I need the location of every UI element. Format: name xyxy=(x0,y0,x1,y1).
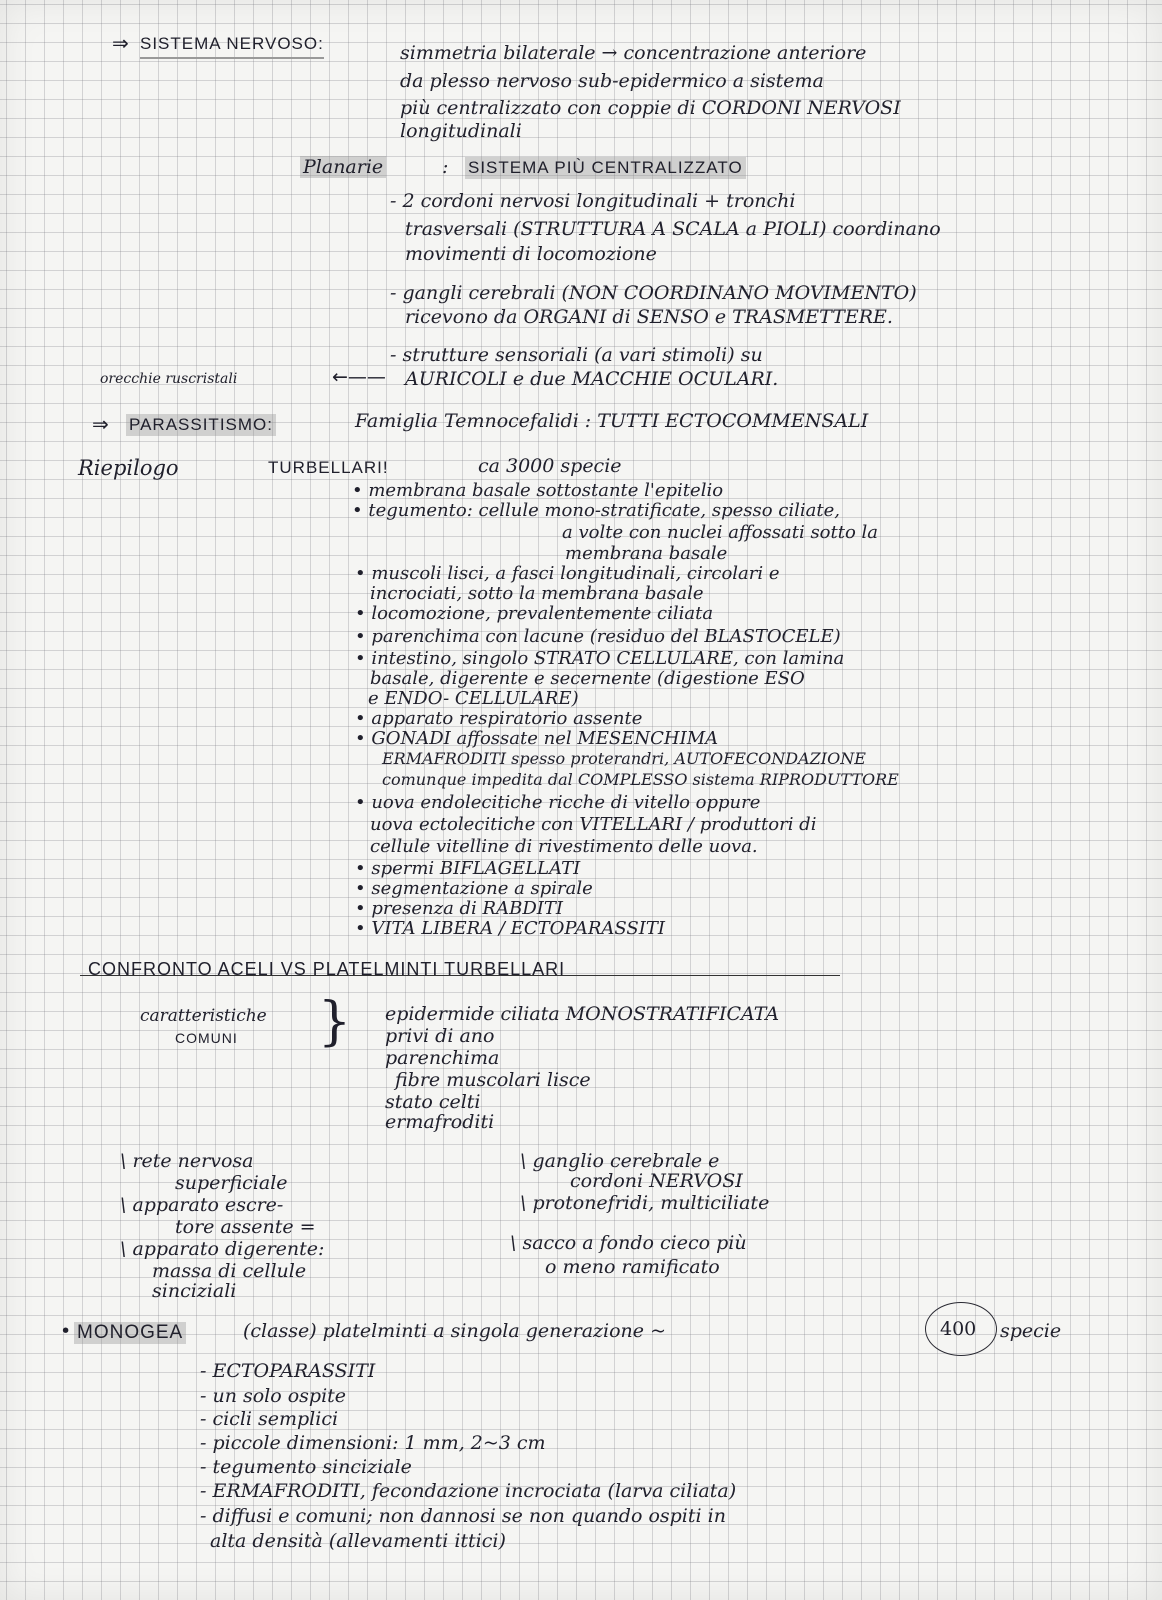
text-line: e ENDO- CELLULARE) xyxy=(368,688,579,709)
left-item: superficiale xyxy=(175,1172,288,1194)
text-line: • VITA LIBERA / ECTOPARASSITI xyxy=(355,918,665,939)
section-title-sistema-nervoso: SISTEMA NERVOSO: xyxy=(140,33,324,59)
text-line: • intestino, singolo STRATO CELLULARE, con lamina xyxy=(355,648,845,669)
text-line: • tegumento: cellule mono-stratificate, spesso ciliate, xyxy=(352,500,840,521)
common-item: ermafroditi xyxy=(385,1111,495,1133)
text-line: membrana basale xyxy=(565,543,728,564)
left-item: tore assente = xyxy=(175,1216,316,1238)
planarie-label: Planarie xyxy=(300,156,386,178)
planarie-heading: SISTEMA PIÙ CENTRALIZZATO xyxy=(465,157,746,179)
parassitismo-text: Famiglia Temnocefalidi : TUTTI ECTOCOMMENSALI xyxy=(355,410,869,432)
left-item: \ apparato digerente: xyxy=(120,1238,325,1260)
text-line: trasversali (STRUTTURA A SCALA a PIOLI) coordinano xyxy=(405,218,941,240)
text-line: • membrana basale sottostante l'epitelio xyxy=(352,480,724,501)
text-line: a volte con nuclei affossati sotto la xyxy=(562,522,879,543)
text-line: da plesso nervoso sub-epidermico a sistema xyxy=(400,70,824,92)
text-line: cellule vitelline di rivestimento delle uova. xyxy=(370,836,758,857)
text-line: • segmentazione a spirale xyxy=(355,878,593,899)
common-item: epidermide ciliata MONOSTRATIFICATA xyxy=(385,1003,780,1025)
text-line: - 2 cordoni nervosi longitudinali + tronchi xyxy=(390,190,796,212)
text-line: - strutture sensoriali (a vari stimoli) su xyxy=(390,344,763,366)
turbellari-count: ca 3000 specie xyxy=(478,455,622,477)
text-line: - gangli cerebrali (NON COORDINANO MOVIMENTO) xyxy=(390,282,917,304)
text-line: • GONADI affossate nel MESENCHIMA xyxy=(355,728,719,749)
text-line: • parenchima con lacune (residuo del BLASTOCELE) xyxy=(355,626,841,647)
text-line: - ERMAFRODITI, fecondazione incrociata (larva ciliata) xyxy=(200,1480,737,1502)
text-line: - diffusi e comuni; non dannosi se non quando ospiti in xyxy=(200,1505,726,1527)
planarie-colon: : xyxy=(442,156,449,178)
text-line: AURICOLI e due MACCHIE OCULARI. xyxy=(405,368,779,390)
right-item: \ protonefridi, multiciliate xyxy=(520,1192,770,1214)
common-item: stato celti xyxy=(385,1091,481,1113)
monogea-text: (classe) platelminti a singola generazione ~ xyxy=(243,1320,667,1342)
text-line: simmetria bilaterale → concentrazione anteriore xyxy=(400,42,867,64)
text-line: movimenti di locomozione xyxy=(405,243,657,265)
text-line: - ECTOPARASSITI xyxy=(200,1360,376,1382)
text-line: più centralizzato con coppie di CORDONI NERVOSI xyxy=(400,97,901,119)
monogea-unit: specie xyxy=(1000,1320,1062,1342)
right-item: \ sacco a fondo cieco più xyxy=(510,1232,747,1254)
text-line: - piccole dimensioni: 1 mm, 2~3 cm xyxy=(200,1432,546,1454)
text-line: comunque impedita dal COMPLESSO sistema RIPRODUTTORE xyxy=(382,770,899,789)
text-line: longitudinali xyxy=(400,120,522,142)
common-item: fibre muscolari lisce xyxy=(395,1069,591,1091)
common-label: caratteristiche xyxy=(140,1006,267,1026)
left-item: sinciziali xyxy=(152,1280,237,1302)
text-line: - cicli semplici xyxy=(200,1408,339,1430)
section-title-parassitismo: PARASSITISMO: xyxy=(126,414,276,436)
text-line: • uova endolecitiche ricche di vitello oppure xyxy=(355,792,761,813)
text-line: alta densità (allevamenti ittici) xyxy=(210,1530,506,1552)
common-item: privi di ano xyxy=(385,1025,495,1047)
text-line: basale, digerente e secernente (digestione ESO xyxy=(370,668,805,689)
left-item: \ apparato escre- xyxy=(120,1194,284,1216)
common-item: parenchima xyxy=(385,1047,500,1069)
text-line: uova ectolecitiche con VITELLARI / produttori di xyxy=(370,814,817,835)
text-line: • presenza di RABDITI xyxy=(355,898,563,919)
text-line: • apparato respiratorio assente xyxy=(355,708,643,729)
riepilogo-label: Riepilogo xyxy=(78,456,179,480)
text-line: • muscoli lisci, a fasci longitudinali, circolari e xyxy=(355,563,780,584)
brace: } xyxy=(318,992,352,1052)
monogea-title: MONOGEA xyxy=(74,1322,186,1344)
left-item: massa di cellule xyxy=(152,1260,307,1282)
side-arrow: ←—— xyxy=(332,366,386,388)
monogea-count: 400 xyxy=(940,1318,977,1340)
monogea-bullet: • xyxy=(60,1320,72,1342)
confronto-title: CONFRONTO ACELI VS PLATELMINTI TURBELLARI xyxy=(88,959,566,979)
text-line: - un solo ospite xyxy=(200,1385,347,1407)
section-arrow: ⇒ xyxy=(92,412,109,436)
text-line: incrociati, sotto la membrana basale xyxy=(370,583,704,604)
side-note: orecchie ruscristali xyxy=(100,371,238,387)
text-line: • locomozione, prevalentemente ciliata xyxy=(355,603,714,624)
right-item: cordoni NERVOSI xyxy=(570,1170,743,1192)
turbellari-title: TURBELLARI! xyxy=(268,458,389,477)
right-item: \ ganglio cerebrale e xyxy=(520,1150,720,1172)
text-line: ricevono da ORGANI di SENSO e TRASMETTERE. xyxy=(405,306,893,328)
text-line: • spermi BIFLAGELLATI xyxy=(355,858,581,879)
left-item: \ rete nervosa xyxy=(120,1150,254,1172)
common-label: COMUNI xyxy=(175,1030,238,1046)
right-item: o meno ramificato xyxy=(545,1256,720,1278)
text-line: ERMAFRODITI spesso proterandri, AUTOFECONDAZIONE xyxy=(382,749,866,768)
section-arrow: ⇒ xyxy=(112,31,129,55)
text-line: - tegumento sinciziale xyxy=(200,1456,412,1478)
